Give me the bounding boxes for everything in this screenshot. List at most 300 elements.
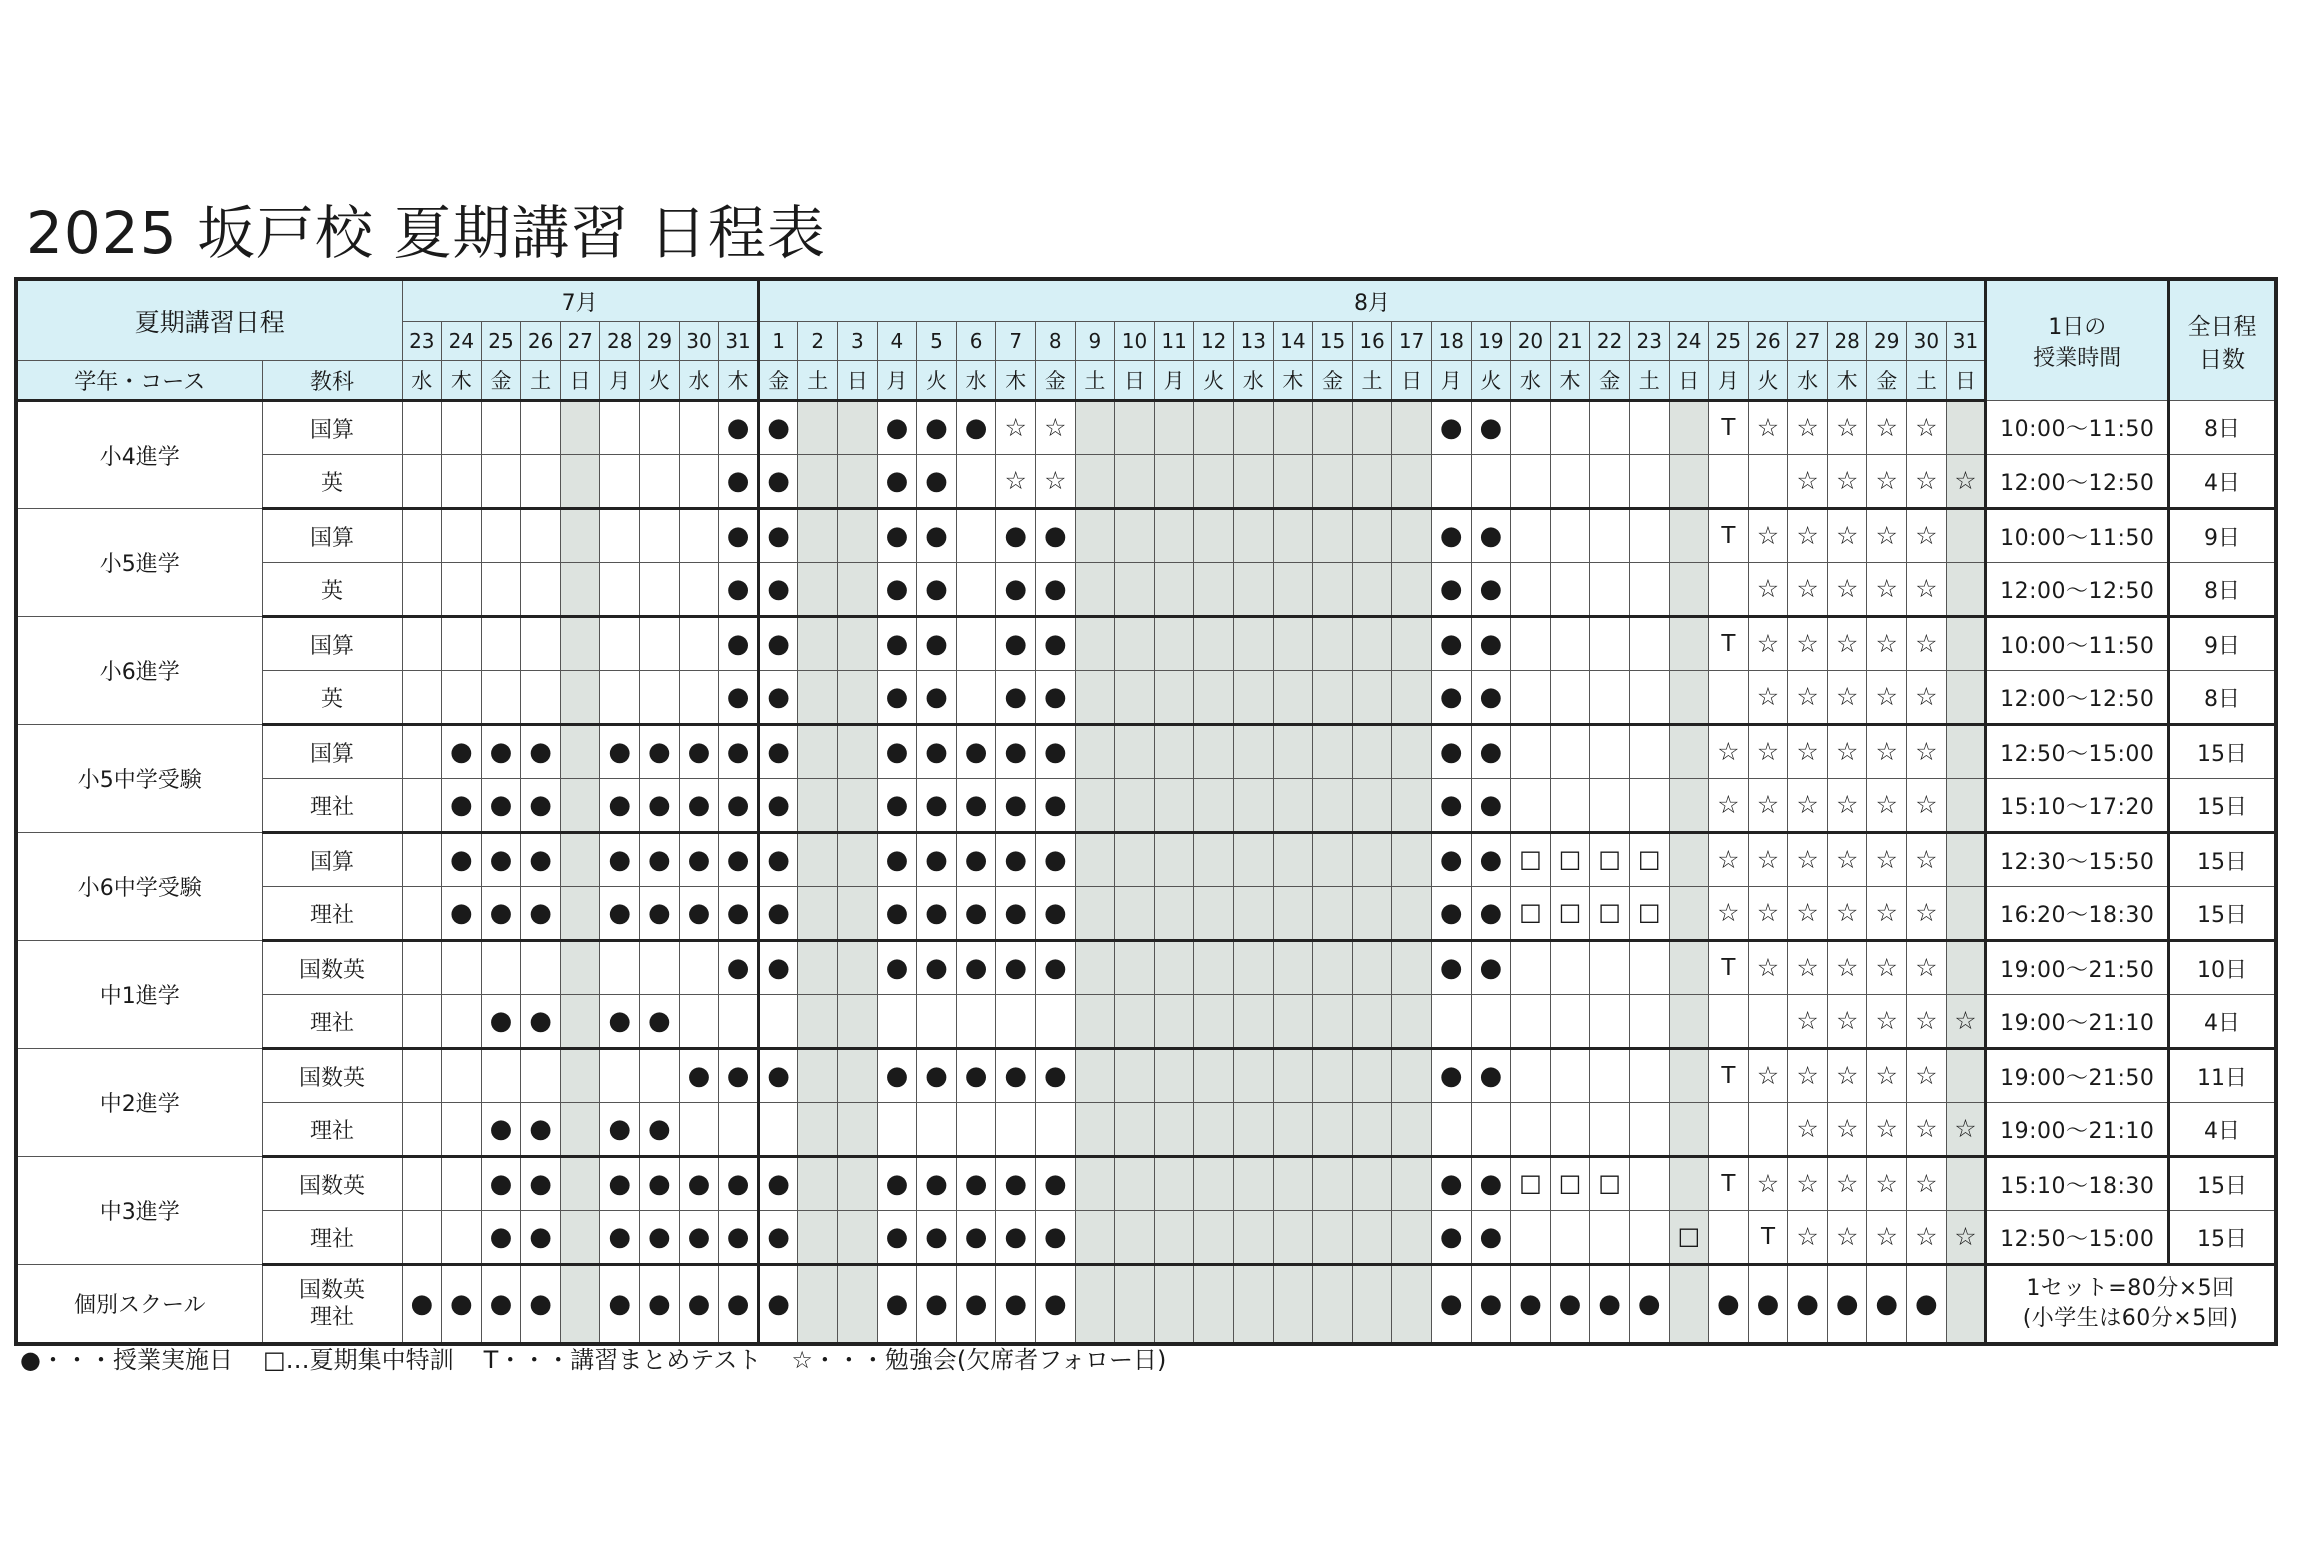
day-cell bbox=[1629, 1103, 1669, 1157]
day-cell bbox=[917, 725, 957, 779]
day-cell bbox=[1867, 1265, 1907, 1345]
class-day-mark: ● bbox=[1479, 681, 1503, 712]
course-name: 個別スクール bbox=[16, 1265, 262, 1345]
day-cell bbox=[1907, 941, 1947, 995]
day-cell bbox=[1352, 887, 1392, 941]
day-cell bbox=[1036, 563, 1076, 617]
time-header: 1日の 授業時間 bbox=[1986, 279, 2169, 401]
day-cell bbox=[1273, 779, 1313, 833]
day-cell bbox=[996, 779, 1036, 833]
day-cell bbox=[1907, 617, 1947, 671]
day-cell bbox=[1550, 1049, 1590, 1103]
class-day-mark: ● bbox=[964, 844, 988, 875]
month-header: 8月 bbox=[758, 279, 1985, 322]
day-cell bbox=[956, 1049, 996, 1103]
class-day-mark: ● bbox=[1043, 897, 1067, 928]
day-number: 8 bbox=[1036, 322, 1076, 361]
day-cell bbox=[758, 671, 798, 725]
total-days: 4日 bbox=[2169, 1103, 2276, 1157]
day-number: 31 bbox=[719, 322, 759, 361]
day-cell bbox=[1827, 1265, 1867, 1345]
intensive-training-mark: □ bbox=[1519, 1169, 1542, 1197]
day-cell bbox=[1788, 509, 1828, 563]
day-cell bbox=[798, 401, 838, 455]
day-cell bbox=[1075, 617, 1115, 671]
course-name: 中3進学 bbox=[16, 1157, 262, 1265]
day-cell bbox=[1194, 1157, 1234, 1211]
day-cell bbox=[838, 617, 878, 671]
day-cell bbox=[1867, 671, 1907, 725]
day-cell bbox=[1115, 887, 1155, 941]
day-cell bbox=[1748, 617, 1788, 671]
day-cell bbox=[1471, 455, 1511, 509]
schedule-row bbox=[16, 401, 2276, 455]
day-cell bbox=[1827, 1211, 1867, 1265]
day-cell bbox=[521, 1157, 561, 1211]
day-cell bbox=[1392, 671, 1432, 725]
day-cell bbox=[1629, 1049, 1669, 1103]
class-day-mark: ● bbox=[608, 1113, 632, 1144]
total-days-header: 全日程 日数 bbox=[2169, 279, 2276, 401]
subject-name: 英 bbox=[262, 455, 402, 509]
study-session-mark: ☆ bbox=[1756, 736, 1780, 766]
day-cell bbox=[1946, 617, 1986, 671]
day-cell bbox=[1313, 455, 1353, 509]
day-cell bbox=[560, 887, 600, 941]
study-session-mark: ☆ bbox=[1835, 628, 1859, 658]
day-cell bbox=[877, 1265, 917, 1345]
day-cell bbox=[1629, 1211, 1669, 1265]
study-session-mark: ☆ bbox=[1796, 573, 1819, 603]
day-cell bbox=[1392, 833, 1432, 887]
day-cell bbox=[877, 887, 917, 941]
class-day-mark: ● bbox=[1043, 520, 1067, 551]
class-day-mark: ● bbox=[1004, 789, 1028, 820]
day-number: 17 bbox=[1392, 322, 1432, 361]
class-day-mark: ● bbox=[726, 789, 750, 820]
day-cell bbox=[1392, 509, 1432, 563]
subject-name: 国数英 bbox=[262, 1049, 402, 1103]
class-day-mark: ● bbox=[767, 573, 790, 604]
class-time: 12:00〜12:50 bbox=[1986, 455, 2169, 509]
day-cell bbox=[1233, 887, 1273, 941]
day-cell bbox=[956, 995, 996, 1049]
day-cell bbox=[1590, 509, 1630, 563]
weekday: 土 bbox=[1629, 361, 1669, 401]
day-cell bbox=[1867, 1211, 1907, 1265]
class-day-mark: ● bbox=[1043, 681, 1067, 712]
day-number: 30 bbox=[679, 322, 719, 361]
class-day-mark: ● bbox=[648, 1288, 671, 1319]
study-session-mark: ☆ bbox=[1835, 681, 1859, 711]
day-cell bbox=[758, 725, 798, 779]
day-cell bbox=[1233, 779, 1273, 833]
day-cell bbox=[600, 1265, 640, 1345]
day-cell bbox=[1590, 455, 1630, 509]
day-cell bbox=[600, 779, 640, 833]
day-cell bbox=[679, 563, 719, 617]
study-session-mark: ☆ bbox=[1756, 897, 1780, 927]
day-cell bbox=[917, 833, 957, 887]
day-cell bbox=[481, 1049, 521, 1103]
day-cell bbox=[560, 1103, 600, 1157]
day-cell bbox=[1233, 1265, 1273, 1345]
day-cell bbox=[1471, 509, 1511, 563]
study-session-mark: ☆ bbox=[1875, 465, 1898, 495]
class-time: 16:20〜18:30 bbox=[1986, 887, 2169, 941]
subject-label: 教科 bbox=[262, 361, 402, 401]
course-name: 小5中学受験 bbox=[16, 725, 262, 833]
day-cell bbox=[1709, 617, 1749, 671]
day-cell bbox=[758, 887, 798, 941]
study-session-mark: ☆ bbox=[1915, 412, 1938, 442]
day-cell bbox=[679, 1103, 719, 1157]
weekday: 木 bbox=[1273, 361, 1313, 401]
class-day-mark: ● bbox=[1479, 952, 1503, 983]
day-cell bbox=[1036, 671, 1076, 725]
study-session-mark: ☆ bbox=[1756, 844, 1780, 874]
day-cell bbox=[1867, 725, 1907, 779]
weekday: 木 bbox=[442, 361, 482, 401]
study-session-mark: ☆ bbox=[1835, 1168, 1859, 1198]
intensive-training-mark: □ bbox=[1637, 898, 1661, 926]
study-session-mark: ☆ bbox=[1954, 1005, 1977, 1035]
study-session-mark: ☆ bbox=[1915, 465, 1938, 495]
day-cell bbox=[877, 1211, 917, 1265]
day-cell bbox=[1392, 1157, 1432, 1211]
class-day-mark: ● bbox=[1004, 520, 1028, 551]
class-day-mark: ● bbox=[529, 1113, 552, 1144]
day-number: 10 bbox=[1115, 322, 1155, 361]
day-cell bbox=[1827, 887, 1867, 941]
class-day-mark: ● bbox=[1004, 1221, 1028, 1252]
total-days: 8日 bbox=[2169, 671, 2276, 725]
class-day-mark: ● bbox=[1043, 573, 1067, 604]
study-session-mark: ☆ bbox=[1796, 681, 1819, 711]
day-cell bbox=[1827, 1103, 1867, 1157]
day-cell bbox=[1629, 401, 1669, 455]
subject-name: 理社 bbox=[262, 995, 402, 1049]
class-day-mark: ● bbox=[529, 1288, 552, 1319]
day-cell bbox=[1550, 563, 1590, 617]
study-session-mark: ☆ bbox=[1915, 520, 1938, 550]
day-cell bbox=[798, 941, 838, 995]
day-cell bbox=[1273, 509, 1313, 563]
day-number: 19 bbox=[1471, 322, 1511, 361]
class-day-mark: ● bbox=[885, 520, 909, 551]
day-cell bbox=[1629, 887, 1669, 941]
day-cell bbox=[679, 617, 719, 671]
day-cell bbox=[1748, 563, 1788, 617]
day-cell bbox=[1194, 833, 1234, 887]
weekday: 月 bbox=[1431, 361, 1471, 401]
weekday: 日 bbox=[1115, 361, 1155, 401]
day-cell bbox=[1550, 995, 1590, 1049]
class-day-mark: ● bbox=[1479, 897, 1503, 928]
total-days: 15日 bbox=[2169, 833, 2276, 887]
day-cell bbox=[1352, 1049, 1392, 1103]
day-cell bbox=[1629, 995, 1669, 1049]
day-cell bbox=[402, 941, 442, 995]
day-cell bbox=[481, 1157, 521, 1211]
class-day-mark: ● bbox=[767, 1168, 790, 1199]
day-cell bbox=[719, 779, 759, 833]
day-cell bbox=[1511, 509, 1551, 563]
day-cell bbox=[1233, 617, 1273, 671]
study-session-mark: ☆ bbox=[1835, 465, 1859, 495]
study-session-mark: ☆ bbox=[1004, 465, 1027, 495]
day-number: 14 bbox=[1273, 322, 1313, 361]
day-cell bbox=[1907, 725, 1947, 779]
day-cell bbox=[1907, 1265, 1947, 1345]
day-cell bbox=[1471, 995, 1511, 1049]
day-cell bbox=[1154, 1103, 1194, 1157]
day-cell bbox=[1233, 1049, 1273, 1103]
class-day-mark: ● bbox=[1043, 789, 1067, 820]
day-number: 29 bbox=[640, 322, 680, 361]
day-number: 24 bbox=[442, 322, 482, 361]
day-cell bbox=[481, 455, 521, 509]
day-cell bbox=[1748, 1211, 1788, 1265]
day-cell bbox=[1273, 1049, 1313, 1103]
weekday: 日 bbox=[1669, 361, 1709, 401]
study-session-mark: ☆ bbox=[1717, 897, 1740, 927]
day-cell bbox=[798, 563, 838, 617]
weekday: 月 bbox=[600, 361, 640, 401]
day-cell bbox=[1154, 887, 1194, 941]
day-cell bbox=[402, 671, 442, 725]
day-cell bbox=[521, 887, 561, 941]
day-cell bbox=[1036, 779, 1076, 833]
class-day-mark: ● bbox=[885, 736, 909, 767]
weekday: 日 bbox=[1946, 361, 1986, 401]
study-session-mark: ☆ bbox=[1796, 952, 1819, 982]
day-cell bbox=[1233, 833, 1273, 887]
day-cell bbox=[1907, 509, 1947, 563]
day-cell bbox=[1233, 401, 1273, 455]
schedule-row bbox=[16, 887, 2276, 941]
day-cell bbox=[1709, 779, 1749, 833]
day-cell bbox=[1748, 725, 1788, 779]
weekday: 月 bbox=[1154, 361, 1194, 401]
day-cell bbox=[1907, 455, 1947, 509]
day-cell bbox=[1352, 1103, 1392, 1157]
day-cell bbox=[1907, 1157, 1947, 1211]
day-cell bbox=[1709, 995, 1749, 1049]
study-session-mark: ☆ bbox=[1915, 1005, 1938, 1035]
day-cell bbox=[521, 1103, 561, 1157]
day-number: 3 bbox=[838, 322, 878, 361]
class-day-mark: ● bbox=[1004, 844, 1028, 875]
day-cell bbox=[1352, 1211, 1392, 1265]
course-name: 小6中学受験 bbox=[16, 833, 262, 941]
day-cell bbox=[1154, 1211, 1194, 1265]
day-cell bbox=[1431, 617, 1471, 671]
day-cell bbox=[1827, 455, 1867, 509]
study-session-mark: ☆ bbox=[1875, 897, 1898, 927]
class-day-mark: ● bbox=[885, 573, 909, 604]
day-cell bbox=[758, 995, 798, 1049]
day-cell bbox=[1471, 1265, 1511, 1345]
review-test-mark: T bbox=[1721, 522, 1736, 549]
class-day-mark: ● bbox=[1439, 412, 1463, 443]
class-day-mark: ● bbox=[529, 789, 552, 820]
day-cell bbox=[838, 833, 878, 887]
class-day-mark: ● bbox=[687, 789, 711, 820]
day-cell bbox=[956, 1157, 996, 1211]
day-cell bbox=[1748, 887, 1788, 941]
day-cell bbox=[1273, 1211, 1313, 1265]
day-cell bbox=[758, 509, 798, 563]
day-cell bbox=[1946, 725, 1986, 779]
subject-name: 英 bbox=[262, 563, 402, 617]
class-day-mark: ● bbox=[489, 1168, 513, 1199]
day-cell bbox=[402, 1211, 442, 1265]
day-cell bbox=[1352, 725, 1392, 779]
class-time: 12:50〜15:00 bbox=[1986, 725, 2169, 779]
header-month-row bbox=[16, 279, 2276, 322]
day-cell bbox=[1313, 995, 1353, 1049]
day-cell bbox=[1431, 1265, 1471, 1345]
day-cell bbox=[798, 509, 838, 563]
study-session-mark: ☆ bbox=[1915, 1113, 1938, 1143]
day-cell bbox=[996, 617, 1036, 671]
day-cell bbox=[1550, 1211, 1590, 1265]
day-cell bbox=[1194, 617, 1234, 671]
total-days: 15日 bbox=[2169, 779, 2276, 833]
day-cell bbox=[1669, 401, 1709, 455]
day-cell bbox=[402, 1103, 442, 1157]
day-cell bbox=[1511, 1265, 1551, 1345]
day-cell bbox=[1471, 725, 1511, 779]
day-cell bbox=[1036, 455, 1076, 509]
day-cell bbox=[1392, 1265, 1432, 1345]
class-day-mark: ● bbox=[1915, 1288, 1938, 1319]
day-cell bbox=[1709, 1103, 1749, 1157]
study-session-mark: ☆ bbox=[1915, 1060, 1938, 1090]
class-day-mark: ● bbox=[529, 897, 552, 928]
subject-name: 国数英 bbox=[262, 941, 402, 995]
day-cell bbox=[1471, 1103, 1511, 1157]
schedule-row bbox=[16, 941, 2276, 995]
day-cell bbox=[1629, 1157, 1669, 1211]
subject-name: 理社 bbox=[262, 779, 402, 833]
class-time: 10:00〜11:50 bbox=[1986, 401, 2169, 455]
day-cell bbox=[838, 563, 878, 617]
class-day-mark: ● bbox=[964, 897, 988, 928]
weekday: 水 bbox=[1233, 361, 1273, 401]
day-cell bbox=[1709, 455, 1749, 509]
study-session-mark: ☆ bbox=[1875, 1168, 1898, 1198]
day-cell bbox=[481, 1265, 521, 1345]
day-cell bbox=[1313, 563, 1353, 617]
study-session-mark: ☆ bbox=[1875, 573, 1898, 603]
day-number: 16 bbox=[1352, 322, 1392, 361]
day-cell bbox=[560, 1157, 600, 1211]
class-day-mark: ● bbox=[1439, 952, 1463, 983]
day-cell bbox=[1075, 509, 1115, 563]
class-day-mark: ● bbox=[767, 844, 790, 875]
intensive-training-mark: □ bbox=[1558, 845, 1582, 873]
day-cell bbox=[1115, 455, 1155, 509]
grade-course-label: 学年・コース bbox=[16, 361, 262, 401]
study-session-mark: ☆ bbox=[1835, 520, 1859, 550]
weekday: 木 bbox=[719, 361, 759, 401]
day-cell bbox=[481, 887, 521, 941]
day-cell bbox=[1669, 563, 1709, 617]
day-cell bbox=[1392, 617, 1432, 671]
day-cell bbox=[1154, 941, 1194, 995]
day-cell bbox=[481, 941, 521, 995]
day-cell bbox=[877, 995, 917, 1049]
day-cell bbox=[1867, 455, 1907, 509]
day-cell bbox=[560, 563, 600, 617]
day-cell bbox=[679, 401, 719, 455]
schedule-row bbox=[16, 455, 2276, 509]
day-cell bbox=[521, 455, 561, 509]
day-cell bbox=[442, 1265, 482, 1345]
day-number: 7 bbox=[996, 322, 1036, 361]
intensive-training-mark: □ bbox=[1598, 1169, 1621, 1197]
study-session-mark: ☆ bbox=[1717, 844, 1740, 874]
day-cell bbox=[1471, 1049, 1511, 1103]
class-day-mark: ● bbox=[726, 465, 750, 496]
class-day-mark: ● bbox=[1717, 1288, 1740, 1319]
day-cell bbox=[956, 941, 996, 995]
day-cell bbox=[640, 455, 680, 509]
day-cell bbox=[1036, 1157, 1076, 1211]
day-cell bbox=[1907, 1103, 1947, 1157]
day-cell bbox=[1550, 1265, 1590, 1345]
day-cell bbox=[1748, 995, 1788, 1049]
day-cell bbox=[600, 563, 640, 617]
schedule-row bbox=[16, 1265, 2276, 1345]
day-cell bbox=[798, 725, 838, 779]
day-cell bbox=[1075, 401, 1115, 455]
class-day-mark: ● bbox=[925, 1060, 948, 1091]
day-cell bbox=[1946, 887, 1986, 941]
day-cell bbox=[1352, 1157, 1392, 1211]
class-day-mark: ● bbox=[648, 1005, 671, 1036]
day-cell bbox=[1075, 1157, 1115, 1211]
weekday: 火 bbox=[640, 361, 680, 401]
class-day-mark: ● bbox=[925, 465, 948, 496]
class-day-mark: ● bbox=[648, 1221, 671, 1252]
day-cell bbox=[1827, 941, 1867, 995]
day-cell bbox=[1907, 995, 1947, 1049]
day-cell bbox=[917, 617, 957, 671]
day-cell bbox=[917, 563, 957, 617]
day-cell bbox=[877, 455, 917, 509]
day-cell bbox=[1273, 833, 1313, 887]
day-number: 1 bbox=[758, 322, 798, 361]
schedule-label: 夏期講習日程 bbox=[16, 279, 402, 361]
day-cell bbox=[798, 1157, 838, 1211]
class-day-mark: ● bbox=[726, 1288, 750, 1319]
day-number: 11 bbox=[1154, 322, 1194, 361]
day-cell bbox=[1748, 509, 1788, 563]
day-cell bbox=[1352, 833, 1392, 887]
class-time: 10:00〜11:50 bbox=[1986, 509, 2169, 563]
day-cell bbox=[1788, 725, 1828, 779]
schedule-row bbox=[16, 995, 2276, 1049]
day-cell bbox=[838, 401, 878, 455]
day-cell bbox=[996, 671, 1036, 725]
class-day-mark: ● bbox=[726, 573, 750, 604]
class-day-mark: ● bbox=[964, 1168, 988, 1199]
class-day-mark: ● bbox=[648, 1113, 671, 1144]
day-cell bbox=[1788, 671, 1828, 725]
